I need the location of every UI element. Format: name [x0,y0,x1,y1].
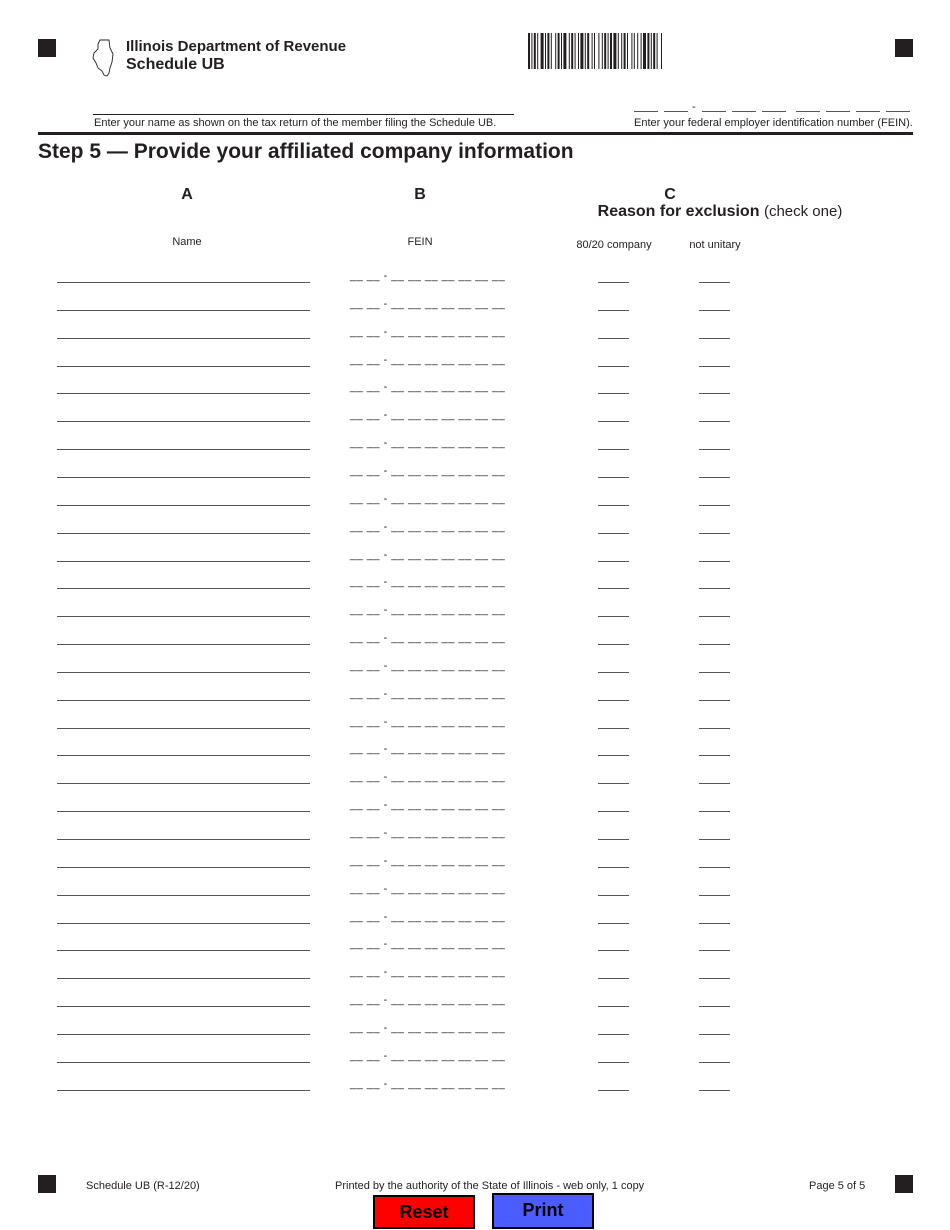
table-row [0,683,950,711]
company-fein-field[interactable]: __ __ - __ __ __ __ __ __ __ [350,520,506,533]
checkbox-not-unitary[interactable] [699,950,730,951]
column-a-letter: A [181,186,193,203]
company-fein-field[interactable]: __ __ - __ __ __ __ __ __ __ [350,464,506,477]
table-row [0,544,950,572]
company-name-field[interactable] [57,1062,310,1063]
checkbox-8020-company[interactable] [598,366,629,367]
checkbox-not-unitary[interactable] [699,1034,730,1035]
company-fein-field[interactable]: __ __ - __ __ __ __ __ __ __ [350,353,506,366]
checkbox-not-unitary[interactable] [699,366,730,367]
checkbox-not-unitary[interactable] [699,533,730,534]
company-name-field[interactable] [57,839,310,840]
checkbox-8020-company[interactable] [598,923,629,924]
checkbox-not-unitary[interactable] [699,1090,730,1091]
table-row [0,906,950,934]
checkbox-not-unitary[interactable] [699,477,730,478]
checkbox-not-unitary[interactable] [699,728,730,729]
company-fein-field[interactable]: __ __ - __ __ __ __ __ __ __ [350,910,506,923]
checkbox-not-unitary[interactable] [699,755,730,756]
checkbox-8020-company[interactable] [598,867,629,868]
table-row [0,376,950,404]
company-fein-field[interactable]: __ __ - __ __ __ __ __ __ __ [350,297,506,310]
table-row [0,1017,950,1045]
fein-dash: - [692,101,696,113]
checkbox-8020-company[interactable] [598,533,629,534]
column-a-label: Name [172,236,202,248]
company-name-field[interactable] [57,366,310,367]
form-id: Schedule UB (R-12/20) [86,1180,200,1192]
checkbox-8020-company[interactable] [598,421,629,422]
company-name-field[interactable] [57,1090,310,1091]
company-name-field[interactable] [57,533,310,534]
company-fein-field[interactable]: __ __ - __ __ __ __ __ __ __ [350,827,506,839]
check-one-note: check one [768,203,838,220]
checkbox-8020-company[interactable] [598,672,629,673]
table-row [0,989,950,1017]
table-row [0,460,950,488]
company-name-field[interactable] [57,310,310,311]
table-row [0,571,950,599]
company-name-field[interactable] [57,700,310,701]
checkbox-8020-company[interactable] [598,700,629,701]
column-c-heading [560,203,880,221]
company-fein-field[interactable]: __ __ - __ __ __ __ __ __ __ [350,270,506,282]
checkbox-not-unitary[interactable] [699,867,730,868]
company-fein-field[interactable]: __ __ - __ __ __ __ __ __ __ [350,1077,506,1090]
company-name-field[interactable] [57,811,310,812]
reset-button[interactable]: Reset [373,1195,475,1229]
checkbox-8020-company[interactable] [598,393,629,394]
company-name-field[interactable] [57,393,310,394]
company-name-field[interactable] [57,950,310,951]
company-fein-field[interactable]: __ __ - __ __ __ __ __ __ __ [350,938,506,951]
table-row [0,933,950,961]
company-name-field[interactable] [57,477,310,478]
company-fein-field[interactable]: __ __ - __ __ __ __ __ __ __ [350,325,506,338]
company-name-field[interactable] [57,1034,310,1035]
checkbox-8020-company[interactable] [598,755,629,756]
company-fein-field[interactable]: __ __ - __ __ __ __ __ __ __ [350,771,506,784]
company-fein-field[interactable]: __ __ - __ __ __ __ __ __ __ [350,604,506,617]
table-row [0,321,950,349]
table-row [0,265,950,293]
table-row [0,822,950,850]
table-row [0,878,950,906]
table-row [0,404,950,432]
company-name-field[interactable] [57,588,310,589]
checkbox-not-unitary[interactable] [699,644,730,645]
checkbox-8020-company[interactable] [598,1006,629,1007]
checkbox-8020-company[interactable] [598,505,629,506]
checkbox-not-unitary[interactable] [699,783,730,784]
table-row [0,516,950,544]
header-rule [38,132,913,135]
column-b-label: FEIN [407,236,433,248]
company-fein-field[interactable]: __ __ - __ __ __ __ __ __ __ [350,492,506,505]
table-row [0,627,950,655]
checkbox-8020-company[interactable] [598,449,629,450]
checkbox-8020-company[interactable] [598,644,629,645]
company-fein-field[interactable]: __ __ - __ __ __ __ __ __ __ [350,576,506,589]
checkbox-not-unitary[interactable] [699,923,730,924]
checkbox-not-unitary[interactable] [699,839,730,840]
company-fein-field[interactable]: __ __ - __ __ __ __ __ __ __ [350,632,506,645]
checkbox-not-unitary[interactable] [699,338,730,339]
company-name-field[interactable] [57,561,310,562]
checkbox-8020-company[interactable] [598,1034,629,1035]
table-row [0,488,950,516]
company-name-field[interactable] [57,867,310,868]
company-name-field[interactable] [57,923,310,924]
checkbox-not-unitary[interactable] [699,700,730,701]
checkbox-8020-company[interactable] [598,783,629,784]
company-fein-field[interactable]: __ __ - __ __ __ __ __ __ __ [350,994,506,1007]
checkbox-not-unitary[interactable] [699,895,730,896]
checkbox-not-unitary[interactable] [699,978,730,979]
company-name-field[interactable] [57,728,310,729]
company-name-field[interactable] [57,616,310,617]
checkbox-not-unitary[interactable] [699,505,730,506]
table-row [0,738,950,766]
checkbox-not-unitary[interactable] [699,449,730,450]
company-fein-field[interactable]: __ __ - __ __ __ __ __ __ __ [350,409,506,422]
checkbox-8020-company[interactable] [598,839,629,840]
illinois-state-icon [90,38,118,78]
column-c-option-not-unitary: not unitary [689,239,741,251]
company-name-field[interactable] [57,895,310,896]
company-name-field[interactable] [57,978,310,979]
checkbox-not-unitary[interactable] [699,616,730,617]
company-fein-field[interactable]: __ __ - __ __ __ __ __ __ __ [350,966,506,979]
table-row [0,794,950,822]
company-name-field[interactable] [57,644,310,645]
print-button[interactable]: Print [492,1193,594,1229]
table-row [0,432,950,460]
barcode-image [528,33,726,69]
company-name-field[interactable] [57,755,310,756]
checkbox-not-unitary[interactable] [699,310,730,311]
company-name-field[interactable] [57,449,310,450]
table-row [0,1045,950,1073]
checkbox-not-unitary[interactable] [699,1062,730,1063]
column-c-letter: C [664,186,676,203]
checkbox-8020-company[interactable] [598,588,629,589]
registration-mark-bottom-right [895,1175,913,1193]
company-fein-field[interactable]: __ __ - __ __ __ __ __ __ __ [350,381,506,394]
company-fein-field[interactable]: __ __ - __ __ __ __ __ __ __ [350,548,506,561]
step-title: Step 5 — Provide your affiliated company information [38,140,574,163]
checkbox-8020-company[interactable] [598,282,629,283]
company-fein-field[interactable]: __ __ - __ __ __ __ __ __ __ [350,799,506,812]
taxpayer-name-field[interactable] [93,114,514,115]
column-c-title: Reason for exclusion [597,203,760,220]
checkbox-8020-company[interactable] [598,338,629,339]
checkbox-8020-company[interactable] [598,477,629,478]
checkbox-not-unitary[interactable] [699,811,730,812]
table-row [0,961,950,989]
checkbox-8020-company[interactable] [598,978,629,979]
checkbox-not-unitary[interactable] [699,282,730,283]
checkbox-8020-company[interactable] [598,1062,629,1063]
agency-name: Illinois Department of Revenue [126,38,347,55]
column-c-option-8020: 80/20 company [576,239,652,251]
checkbox-not-unitary[interactable] [699,421,730,422]
company-name-field[interactable] [57,672,310,673]
checkbox-8020-company[interactable] [598,310,629,311]
column-b-letter: B [414,186,426,203]
company-name-field[interactable] [57,282,310,283]
checkbox-not-unitary[interactable] [699,393,730,394]
company-name-field[interactable] [57,1006,310,1007]
registration-mark-top-left [38,39,56,57]
fein-instruction: Enter your federal employer identification number (FEIN). [634,117,913,129]
checkbox-not-unitary[interactable] [699,1006,730,1007]
authority-statement: Printed by the authority of the State of Illinois - web only, 1 copy [335,1180,645,1192]
company-fein-field[interactable]: __ __ - __ __ __ __ __ __ __ [350,743,506,756]
checkbox-not-unitary[interactable] [699,672,730,673]
registration-mark-bottom-left [38,1175,56,1193]
checkbox-8020-company[interactable] [598,561,629,562]
table-row [0,349,950,377]
company-fein-field[interactable]: __ __ - __ __ __ __ __ __ __ [350,659,506,672]
checkbox-not-unitary[interactable] [699,561,730,562]
checkbox-8020-company[interactable] [598,950,629,951]
table-row [0,766,950,794]
checkbox-8020-company[interactable] [598,895,629,896]
company-fein-field[interactable]: __ __ - __ __ __ __ __ __ __ [350,715,506,728]
company-fein-field[interactable]: __ __ - __ __ __ __ __ __ __ [350,437,506,450]
company-name-field[interactable] [57,505,310,506]
table-row [0,850,950,878]
table-row [0,655,950,683]
company-fein-field[interactable]: __ __ - __ __ __ __ __ __ __ [350,882,506,895]
table-row [0,711,950,739]
table-row [0,293,950,321]
table-row [0,1073,950,1101]
company-name-field[interactable] [57,338,310,339]
column-c-note: (check one) [763,203,843,220]
table-row [0,599,950,627]
company-name-field[interactable] [57,783,310,784]
company-name-field[interactable] [57,421,310,422]
company-fein-field[interactable]: __ __ - __ __ __ __ __ __ __ [350,1021,506,1034]
registration-mark-top-right [895,39,913,57]
company-fein-field[interactable]: __ __ - __ __ __ __ __ __ __ [350,1049,506,1062]
checkbox-8020-company[interactable] [598,811,629,812]
checkbox-8020-company[interactable] [598,1090,629,1091]
checkbox-not-unitary[interactable] [699,588,730,589]
company-fein-field[interactable]: __ __ - __ __ __ __ __ __ __ [350,687,506,700]
checkbox-8020-company[interactable] [598,616,629,617]
name-instruction: Enter your name as shown on the tax return of the member filing the Schedule UB. [94,117,497,129]
company-fein-field[interactable]: __ __ - __ __ __ __ __ __ __ [350,854,506,867]
form-title: Schedule UB [126,56,225,73]
checkbox-8020-company[interactable] [598,728,629,729]
page-number: Page 5 of 5 [809,1180,866,1192]
